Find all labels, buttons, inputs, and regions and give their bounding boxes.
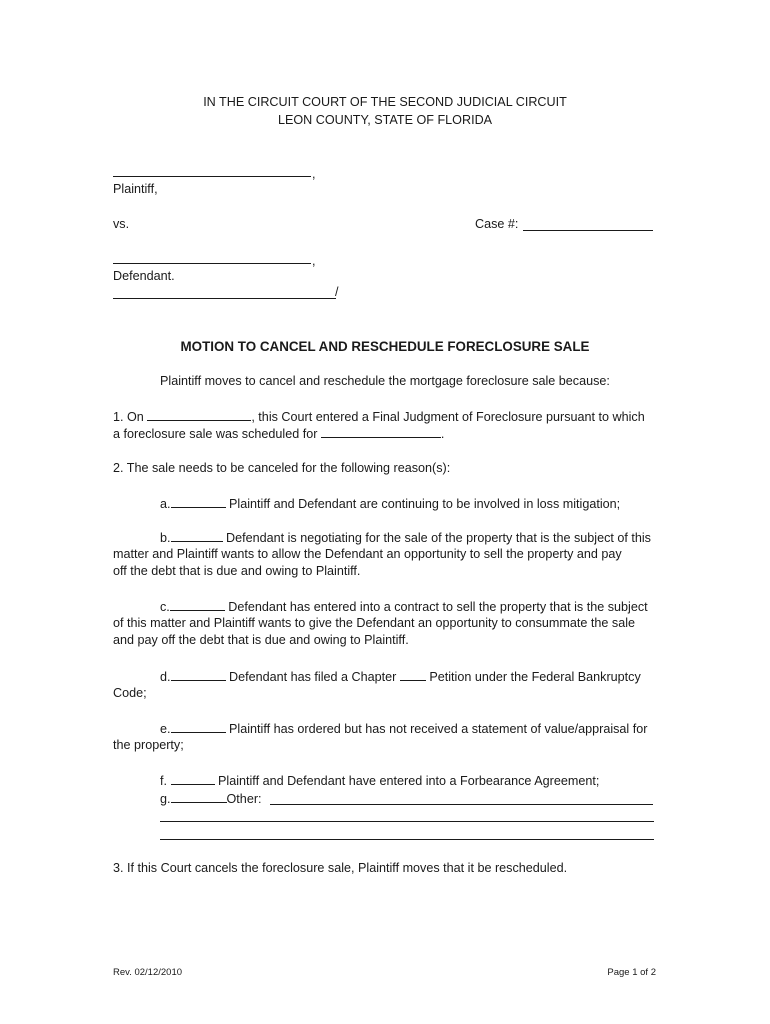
court-heading-line1: IN THE CIRCUIT COURT OF THE SECOND JUDICIAL CIRCUIT — [203, 95, 567, 109]
reason-f-letter: f. — [160, 774, 167, 788]
reason-g-letter: g. — [160, 792, 171, 806]
reason-e-checkbox-blank[interactable] — [171, 720, 226, 733]
paragraph-1-line1 — [113, 408, 645, 426]
reason-g-checkbox-blank[interactable] — [171, 790, 227, 803]
reason-d-text1: Defendant has filed a Chapter — [229, 670, 397, 684]
motion-title: MOTION TO CANCEL AND RESCHEDULE FORECLOSURE SALE — [180, 339, 590, 354]
reason-d-text1b: Petition under the Federal Bankruptcy — [429, 670, 641, 684]
revision-date: Rev. 02/12/2010 — [113, 967, 183, 978]
paragraph-3: 3. If this Court cancels the foreclosure sale, Plaintiff moves that it be rescheduled. — [113, 861, 568, 875]
reason-b-line2: matter and Plaintiff wants to allow the Defendant an opportunity to sell the property and pay — [113, 547, 622, 561]
reason-d-checkbox-blank[interactable] — [171, 668, 226, 681]
reason-b-line3: off the debt that is due and owing to Plaintiff. — [113, 564, 361, 578]
other-reason-blank-1[interactable] — [270, 804, 653, 805]
reason-a — [160, 495, 620, 513]
reason-e-letter: e. — [160, 722, 171, 736]
reason-c-letter: c. — [160, 600, 170, 614]
plaintiff-label: Plaintiff, — [113, 182, 158, 196]
defendant-name-blank[interactable] — [113, 263, 311, 264]
defendant-label: Defendant. — [113, 269, 175, 283]
reason-d-line1 — [160, 668, 641, 686]
reason-f-text: Plaintiff and Defendant have entered into a Forbearance Agreement; — [218, 774, 600, 788]
sale-date-blank[interactable] — [321, 425, 441, 438]
reason-c-line3: and pay off the debt that is due and owing to Plaintiff. — [113, 633, 409, 647]
reason-f-checkbox-blank[interactable] — [171, 772, 215, 785]
reason-a-letter: a. — [160, 497, 171, 511]
paragraph-1-period: . — [440, 427, 445, 441]
reason-g-text: Other: — [226, 792, 262, 806]
reason-c-line2: of this matter and Plaintiff wants to give the Defendant an opportunity to consummate the sale — [113, 616, 636, 630]
reason-a-checkbox-blank[interactable] — [171, 495, 226, 508]
other-reason-blank-3[interactable] — [160, 839, 654, 840]
paragraph-1-text2: a foreclosure sale was scheduled for — [113, 427, 318, 441]
paragraph-2: 2. The sale needs to be canceled for the following reason(s): — [113, 461, 451, 475]
reason-f — [160, 772, 599, 790]
reason-c-checkbox-blank[interactable] — [170, 598, 225, 611]
bankruptcy-chapter-blank[interactable] — [400, 668, 426, 681]
versus-label: vs. — [113, 217, 130, 231]
paragraph-1-number: 1. On — [113, 410, 144, 424]
reason-e-line1 — [160, 720, 647, 738]
case-number-blank[interactable] — [523, 230, 653, 231]
case-number-label: Case #: — [475, 217, 519, 231]
reason-a-text: Plaintiff and Defendant are continuing to be involved in loss mitigation; — [229, 497, 621, 511]
judgment-date-blank[interactable] — [147, 408, 251, 421]
reason-g — [160, 790, 262, 808]
reason-b-letter: b. — [160, 531, 171, 545]
intro-paragraph: Plaintiff moves to cancel and reschedule the mortgage foreclosure sale because: — [160, 374, 610, 388]
reason-d-letter: d. — [160, 670, 171, 684]
plaintiff-name-blank[interactable] — [113, 176, 311, 177]
reason-e-text1: Plaintiff has ordered but has not received a statement of value/appraisal for — [229, 722, 648, 736]
paragraph-1-line2 — [113, 425, 444, 443]
other-reason-blank-2[interactable] — [160, 821, 654, 822]
reason-d-line2: Code; — [113, 686, 147, 700]
plaintiff-comma: , — [312, 167, 316, 181]
reason-b-line1 — [160, 529, 651, 547]
caption-closing-line — [113, 298, 336, 299]
page-number: Page 1 of 2 — [607, 967, 656, 978]
reason-c-text1: Defendant has entered into a contract to sell the property that is the subject — [228, 600, 648, 614]
caption-slash: / — [335, 285, 339, 299]
reason-e-line2: the property; — [113, 738, 184, 752]
reason-b-checkbox-blank[interactable] — [171, 529, 223, 542]
defendant-comma: , — [312, 254, 316, 268]
reason-b-text1: Defendant is negotiating for the sale of the property that is the subject of this — [226, 531, 651, 545]
paragraph-1-text: , this Court entered a Final Judgment of Foreclosure pursuant to which — [251, 410, 645, 424]
reason-c-line1 — [160, 598, 648, 616]
court-heading-line2: LEON COUNTY, STATE OF FLORIDA — [277, 113, 493, 127]
